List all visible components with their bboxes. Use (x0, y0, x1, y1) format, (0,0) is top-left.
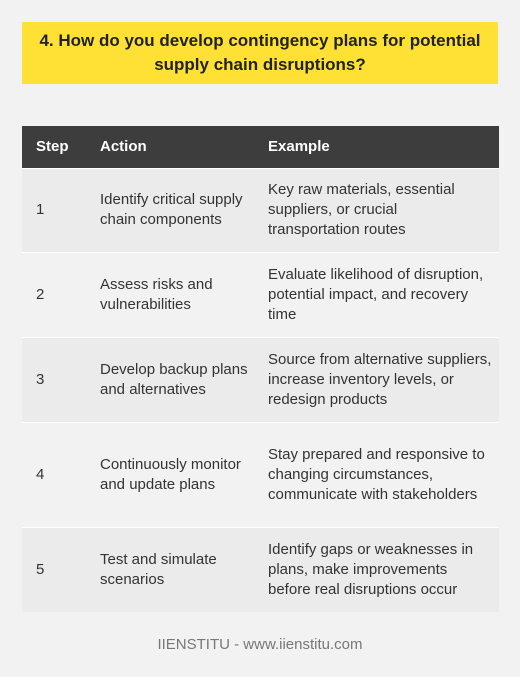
action-cell: Assess risks and vulnerabilities (86, 252, 254, 337)
table-row (22, 527, 499, 612)
step-cell: 1 (22, 168, 86, 252)
example-cell: Source from alternative suppliers, increase inventory levels, or redesign products (254, 337, 499, 422)
step-cell: 5 (22, 527, 86, 612)
step-cell: 4 (22, 422, 86, 527)
table-row (22, 422, 499, 527)
title-banner (22, 22, 498, 84)
example-cell: Identify gaps or weaknesses in plans, make improvements before real disruptions occur (254, 527, 499, 612)
example-cell: Evaluate likelihood of disruption, potential impact, and recovery time (254, 252, 499, 337)
header-example: Example (254, 126, 499, 168)
steps-table (22, 126, 499, 612)
action-cell: Develop backup plans and alternatives (86, 337, 254, 422)
example-cell: Stay prepared and responsive to changing circumstances, communicate with stakeholders (254, 422, 499, 527)
table-row (22, 252, 499, 337)
page-title: 4. How do you develop contingency plans for potential supply chain disruptions? (39, 31, 481, 74)
step-cell: 3 (22, 337, 86, 422)
table-row (22, 337, 499, 422)
table-header-row (22, 126, 499, 168)
action-cell: Test and simulate scenarios (86, 527, 254, 612)
header-action: Action (86, 126, 254, 168)
action-cell: Continuously monitor and update plans (86, 422, 254, 527)
header-step: Step (22, 126, 86, 168)
action-cell: Identify critical supply chain components (86, 168, 254, 252)
footer-credit: IIENSTITU - www.iienstitu.com (157, 636, 363, 653)
example-cell: Key raw materials, essential suppliers, or crucial transportation routes (254, 168, 499, 252)
step-cell: 2 (22, 252, 86, 337)
table-row (22, 168, 499, 252)
